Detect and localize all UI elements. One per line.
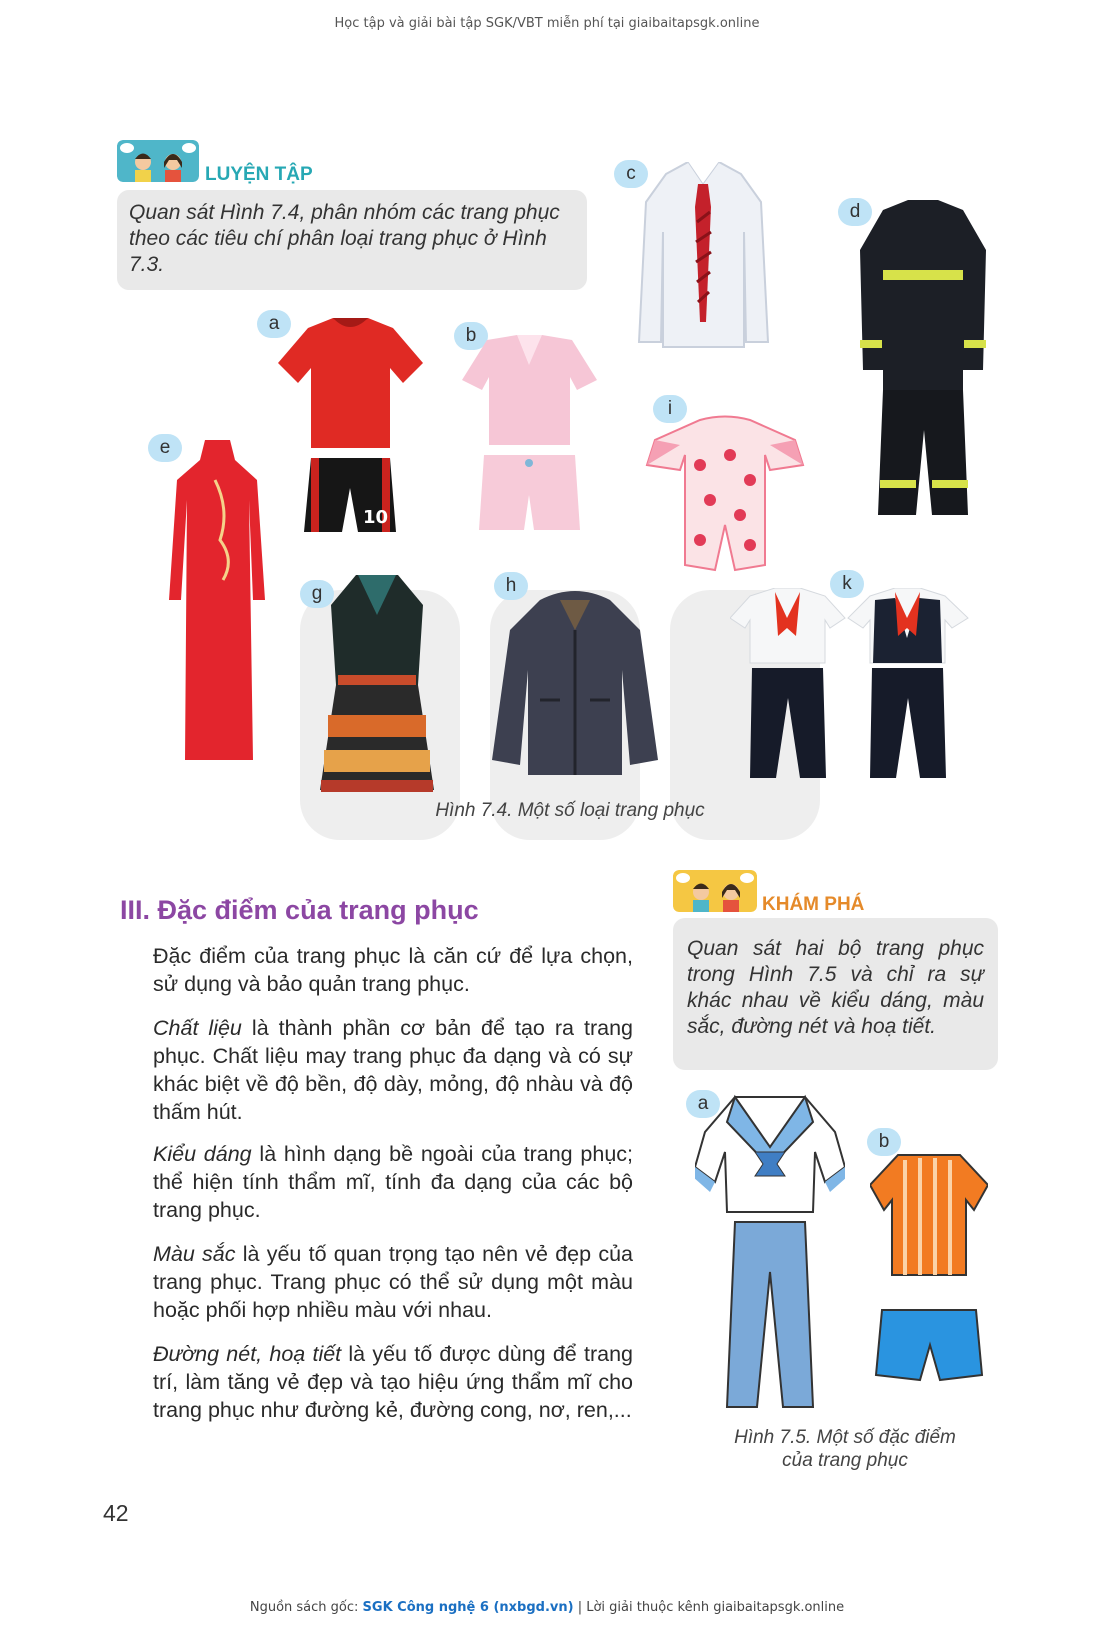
figure-label-h: h: [494, 572, 528, 600]
material-text: là thành phần cơ bản để tạo ra trang phục. Chất liệu may trang phục đa dạng và có sự khác biệt về độ bền, độ dày, mỏng, độ nhàu và độ thấm hút.: [153, 1016, 634, 1124]
figure-label-i: i: [653, 395, 687, 423]
svg-text:10: 10: [363, 507, 389, 528]
footer-suffix: | Lời giải thuộc kênh giaibaitapsgk.online: [573, 1600, 845, 1615]
color-text: là yếu tố quan trọng tạo nên vẻ đẹp của trang phục. Trang phục có thể sử dụng một màu hoặc phối hợp nhiều màu với nhau.: [153, 1242, 633, 1322]
striped-tshirt-and-shorts-icon: [870, 1150, 988, 1395]
figure-label-b: b: [454, 322, 488, 350]
figure-7-5-caption-line1: Hình 7.5. Một số đặc điểm: [734, 1427, 956, 1448]
baby-romper-icon: [645, 415, 805, 575]
pattern-text: là yếu tố được dùng để trang trí, làm tăng vẻ đẹp và tạo hiệu ứng thẩm mĩ cho trang phục như đường kẻ, đường cong, nơ, ren,...: [153, 1342, 633, 1422]
figure-7-5-caption: [720, 1426, 970, 1472]
figure-7-5-caption-line2: của trang phục: [782, 1450, 908, 1471]
sailor-blouse-and-jeans-icon: [695, 1092, 845, 1412]
style-paragraph: [153, 1140, 633, 1224]
ethnic-dress-icon: [318, 575, 436, 805]
figure-label-a: a: [257, 310, 291, 338]
students-talking-icon: [117, 140, 199, 182]
figure-7-4-caption: Hình 7.4. Một số loại trang phục: [435, 800, 705, 821]
figure-label-d: d: [838, 198, 872, 226]
firefighter-suit-icon: [858, 200, 988, 520]
practice-label: LUYỆN TẬP: [205, 164, 313, 185]
pattern-paragraph: [153, 1340, 633, 1424]
page-header: Học tập và giải bài tập SGK/VBT miễn phí tại giaibaitapsgk.online: [334, 16, 760, 31]
color-term: Màu sắc: [153, 1242, 236, 1266]
style-text: là hình dạng bề ngoài của trang phục; thể hiện tính thẩm mĩ, tính đa dạng của các bộ trang phục.: [153, 1142, 633, 1222]
page-footer: [0, 1600, 1094, 1615]
material-paragraph: [153, 1014, 633, 1126]
figure-label-c: c: [614, 160, 648, 188]
school-uniforms-icon: [730, 588, 970, 783]
pattern-term: Đường nét, hoạ tiết: [153, 1342, 342, 1366]
color-paragraph: [153, 1240, 633, 1324]
soccer-uniform-icon: [278, 318, 423, 542]
footer-book-link[interactable]: SGK Công nghệ 6 (nxbgd.vn): [362, 1600, 574, 1615]
pajamas-icon: [462, 335, 597, 535]
footer-prefix: Nguồn sách gốc:: [249, 1600, 363, 1615]
dress-shirt-with-tie-icon: [636, 162, 771, 352]
students-exploring-icon: [673, 870, 757, 912]
figure-label-g: g: [300, 580, 334, 608]
style-term: Kiểu dáng: [153, 1142, 252, 1166]
figure-7-5-label-a: a: [686, 1090, 720, 1118]
section-title: III. Đặc điểm của trang phục: [120, 895, 479, 925]
winter-jacket-icon: [490, 590, 660, 780]
figure-7-5-label-b: b: [867, 1128, 901, 1156]
material-term: Chất liệu: [153, 1016, 242, 1040]
intro-paragraph: Đặc điểm của trang phục là căn cứ để lựa chọn, sử dụng và bảo quản trang phục.: [153, 944, 633, 996]
explore-task: Quan sát hai bộ trang phục trong Hình 7.5 và chỉ ra sự khác nhau về kiểu dáng, màu sắc, đường nét và hoạ tiết.: [673, 918, 998, 1070]
page-number: 42: [103, 1500, 129, 1526]
figure-label-k: k: [830, 570, 864, 598]
ao-dai-icon: [165, 440, 270, 765]
explore-label: KHÁM PHÁ: [762, 894, 865, 915]
figure-label-e: e: [148, 434, 182, 462]
practice-task: Quan sát Hình 7.4, phân nhóm các trang phục theo các tiêu chí phân loại trang phục ở Hình 7.3.: [117, 190, 587, 290]
